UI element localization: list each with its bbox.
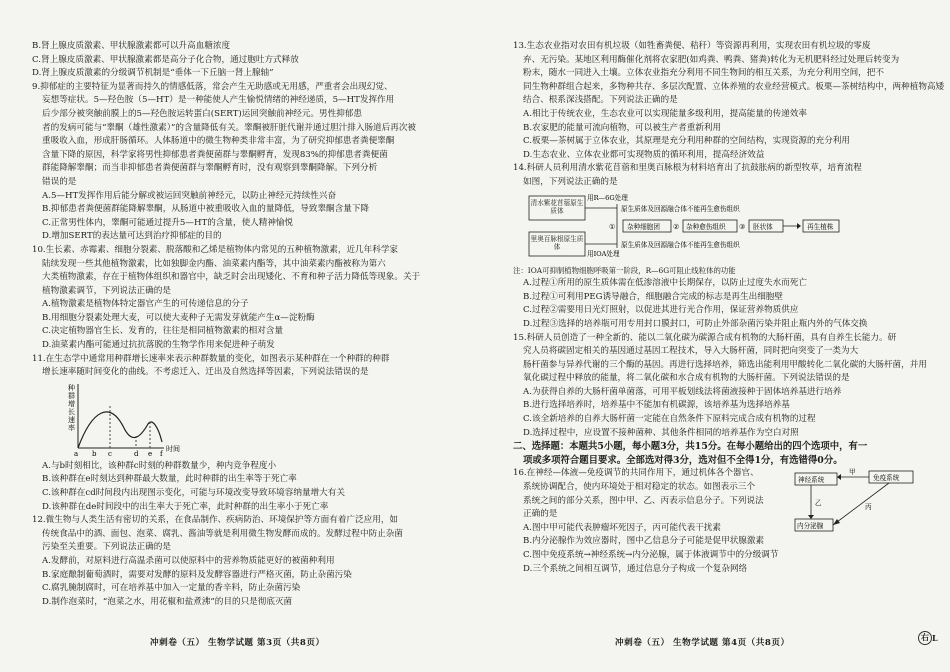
treatment-1-label: 用R—6G处理: [587, 193, 628, 202]
option-line: C.图中免疫系统→神经系统→内分泌腺，属于体液调节中的分级调节: [523, 550, 779, 560]
corner-circle-text: 右: [921, 632, 929, 642]
question-16-text: 16.在神经—体液—免疫调节的共同作用下，通过机体各个器官、: [513, 468, 759, 479]
section-2-heading-cont: 项或多项符合题目要求。全部选对得3分，选对但不全得1分，有选错得0分。: [523, 454, 843, 466]
arrow-head: [808, 515, 814, 519]
text-line: 氧化碳过程中释放的能量，将二氧化碳和水合成有机物的大肠杆菌。下列说法错误的是: [523, 373, 850, 384]
text-line: 传统食品中的酒、面包、泡菜、腐乳、酱油等就是利用微生物发酵而成的。发酵过程中防止杂菌: [42, 528, 403, 539]
option-line: A.过程①所用的原生质体需在低渗溶液中长期保存，以防止过度失水而死亡: [523, 278, 807, 289]
text-line: 污染至关重要。下列说法正确的是: [42, 542, 171, 553]
question-16-block: [513, 467, 925, 589]
option-line: C.该种群在cd时间段内出现图示变化，可能与环境改变导致环境容纳量增大有关: [42, 488, 345, 499]
neural-system-label: 神经系统: [798, 476, 825, 485]
option-line: D.该种群在de时间段中的出生率大于死亡率，此时种群的出生率小于死亡率: [42, 501, 329, 512]
arrow-head: [837, 474, 841, 480]
text-line: 肠杆菌参与异养代谢的三个酶的基因。再进行选择培养，筛选出能利用甲酸转化二氧化碳的大肠杆菌，并用: [523, 359, 927, 370]
question-12-text: 12.微生物与人类生活有密切的关系，在食品制作、疾病防治、环境保护等方面有着广泛应用，如: [32, 515, 399, 526]
plant-label: 再生植株: [807, 222, 834, 231]
text-line: 正确的是: [523, 509, 558, 520]
hybrid-cells-label: 杂种细胞团: [627, 222, 660, 231]
y-axis-label-char: 种: [68, 383, 75, 392]
corner-letter: L: [932, 633, 938, 643]
question-11-text: 11.在生态学中通常用种群增长速率来表示种群数量的变化，如图表示某种群在一个种群的种群: [32, 353, 390, 364]
left-column: [32, 40, 462, 609]
page-footer: 冲刺卷（五） 生物学试题 第4页（共8页）: [615, 638, 790, 648]
point-label: a: [74, 449, 79, 458]
note-2: 原生质体及回源融合体不能再生愈伤组织: [621, 240, 740, 249]
embryo-label: 胚状体: [753, 222, 773, 231]
option-line: D.增加SERT的表达量可达到治疗抑郁症的目的: [42, 231, 222, 242]
option-line: D.生态农业、立体农业都可实现物质的循环利用，提高经济效益: [523, 149, 765, 160]
step-3-label: ③: [739, 222, 746, 231]
step-2-label: ②: [673, 222, 680, 231]
option-line: A.图中甲可能代表肿瘤坏死因子，丙可能代表干扰素: [523, 522, 722, 533]
option-line: A.相比于传统农业，生态农业可以实现能量多级利用，提高能量的传递效率: [523, 108, 807, 119]
point-label: d: [134, 449, 139, 458]
text-line: 大类植物激素，存在于植物体组织和器官中，缺乏时会出现矮化、不育和种子活力降低等现象。关于: [42, 272, 421, 283]
three-system-diagram: [789, 467, 923, 537]
option-line: D.选择过程中，应设置不接种菌种、其他条件相同的培养基作为空白对照: [523, 427, 799, 438]
option-line: B.抑郁患者粪便菌群能降解睾酮，从肠道中被重吸收入血的量降低，导致睾酮含量下降: [42, 204, 370, 215]
text-line: 者的发病可能与“睾酮（雄性激素）”的含量降低有关。睾酮被肝脏代谢并通过胆汁排入肠道后再次被: [42, 122, 417, 133]
note-1: 原生质体及回源融合体不能再生愈伤组织: [621, 204, 740, 213]
point-label: c: [108, 449, 112, 458]
point-label: f: [160, 449, 163, 458]
text-line: 系统之间的部分关系，图中甲、乙、丙表示信息分子。下列说法: [523, 495, 764, 506]
right-column: [513, 40, 945, 589]
option-line: C.正常男性体内，睾酮可能通过提升5—HT的含量，使人精神愉悦: [42, 217, 294, 228]
text-line: 重吸收入血，形成肝肠循环。人体肠道中的微生物种类非常丰富，为了研究抑郁患者粪便睾酮: [42, 136, 395, 147]
text-line: 结合、根系深浅搭配。下列说法正确的是: [523, 95, 678, 106]
y-axis-label-char: 率: [68, 423, 75, 432]
option-line: B.该种群在e时刻达到种群最大数量，此时种群的出生率等于死亡率: [42, 474, 297, 485]
option-line: C.板栗—茶树属于立体农业，其原理是充分利用种群的空间结构，实现资源的充分利用: [523, 136, 850, 147]
text-line: 错误的是: [42, 176, 77, 187]
callus-label: 杂种愈伤组织: [686, 222, 726, 231]
text-line: 究人员将碳固定相关的基因通过基因工程技术，导入大肠杆菌，同时把向突变了一类为大: [523, 346, 859, 357]
option-line: B.家庭酿制葡萄酒时，需要对发酵的原料及发酵容器进行严格灭菌，防止杂菌污染: [42, 569, 352, 580]
option-line: A.与b时刻相比，该种群c时刻的种群数量少，种内竞争程度小: [42, 460, 277, 471]
option-line: B.用细胞分裂素处理大麦，可以使大麦种子无需发芽就能产生α—淀粉酶: [42, 312, 315, 323]
text-line: 增长速率随时间变化的曲线。不考虑迁入、迁出及自然选择等因素，下列说法错误的是: [42, 367, 369, 378]
option-line: A.植物激素是植物体特定器官产生的可传递信息的分子: [42, 299, 249, 310]
option-line: A.为获得自养的大肠杆菌单菌落，可用平板划线法将菌液接种于固体培养基进行培养: [523, 386, 842, 397]
question-16-text-area: [513, 467, 788, 576]
box-alfalfa-label: 清水紫花苜蓿原生质体: [530, 198, 584, 215]
question-14-text: 14.科研人员利用清水紫花苜蓿和里奥百脉根为材料培育出了抗鼓胀病的新型牧草，培育流程: [513, 163, 862, 174]
question-15-text: 15.科研人员创造了一种全新的、能以二氧化碳为碳源合成有机物的大肠杆菌，具有自养生长能力。研: [513, 332, 897, 343]
text-line: D.肾上腺皮质激素的分级调节机制是“垂体一下丘脑一肾上腺轴”: [32, 68, 274, 79]
option-line: C.腐乳腌制腐时，可在培养基中加入一定量的香辛料，防止杂菌污染: [42, 583, 301, 594]
arrow-head: [797, 223, 801, 229]
text-line: 植物激素调节，下列说法正确的是: [42, 285, 171, 296]
option-line: D.过程③选择的培养瓶可用专用封口膜封口，可防止外部杂菌污染并阻止瓶内外的气体交换: [523, 318, 868, 329]
step-1-label: ①: [609, 222, 616, 231]
point-label: e: [148, 449, 153, 458]
question-9-text: 9.抑郁症的主要特征为显著而持久的情感低落，常会产生无助感或无用感，严重者会出现幻觉、: [32, 81, 393, 92]
y-axis-label-char: 长: [68, 407, 75, 416]
page-footer: 冲刺卷（五） 生物学试题 第3页（共8页）: [150, 638, 325, 648]
arrow-head: [833, 519, 840, 525]
arrow-line: [833, 483, 889, 525]
text-line: B.肾上腺皮质激素、甲状腺激素都可以升高血糖浓度: [32, 41, 231, 51]
question-10-text: 10.生长素、赤霉素、细胞分裂素、脱落酸和乙烯是植物体内常见的五种植物激素，近几年科学家: [32, 244, 399, 255]
corner-mark: [918, 630, 936, 648]
text-line: 含量下降的原因，科学家将男性抑郁患者粪便菌群与睾酮孵育，发现83%的抑郁患者粪便菌: [42, 149, 388, 160]
text-line: C.肾上腺皮质激素、甲状腺激素都是高分子化合物，通过胞吐方式释放: [32, 54, 299, 65]
text-line: 陆续发现一些其他植物激素，比如独脚金内酯、油菜素内酯等，其中油菜素内酯被称为第六: [42, 258, 386, 269]
option-line: B.内分泌腺作为效应器时，图中乙信息分子可能是促甲状腺激素: [523, 536, 765, 547]
box-lotus-label: 里奥百脉根原生质体: [530, 234, 584, 251]
protoplast-fusion-flowchart: [513, 190, 925, 264]
text-line: 同生物种群组合起来，多物种共存、多层次配置、立体养殖的农业经营模式。板栗—茶树结构中，两种植物高矮: [523, 81, 945, 92]
figure-footnote: 注：IOA可抑制植物细胞呼吸第一阶段，R—6G可阻止线粒体的功能: [513, 265, 736, 275]
signal-bing: 丙: [865, 503, 872, 512]
y-axis-label-char: 增: [68, 399, 75, 408]
y-axis-label-char: 速: [68, 415, 75, 424]
option-line: D.制作泡菜时，“泡菜之水，用花椒和盐煮沸”的目的只是彻底灭菌: [42, 596, 293, 607]
option-line: B.过程①可利用PEG诱导融合，细胞融合完成的标志是再生出细胞壁: [523, 291, 783, 302]
option-line: A.发酵前，对原料进行高温杀菌可以使原料中的营养物质能更好的被菌种利用: [42, 556, 335, 566]
question-13-text: 13.生态农业指对农田有机垃圾（如牲畜粪便、秸秆）等资源再利用，实现农田有机垃圾的零废: [513, 41, 871, 51]
text-line: 弃、无污染。某地区利用酶催化剂将农家肥(如鸡粪、鸭粪、猪粪)转化为无机肥料经过处理后转变为: [523, 54, 900, 65]
option-line: C.决定植物器官生长、发育的，往往是相同植物激素的相对含量: [42, 326, 284, 337]
curve-line: [78, 412, 162, 448]
endocrine-gland-label: 内分泌腺: [797, 522, 824, 531]
text-line: 如图，下列说法正确的是: [523, 176, 618, 187]
option-line: A.5—HT发挥作用后能分解或被运回突触前神经元，以防止神经元持续性兴奋: [42, 190, 337, 201]
text-line: 系统协调配合，使内环境处于相对稳定的状态。如图表示三个: [523, 482, 756, 493]
x-axis-label: 时间: [166, 444, 180, 453]
right-page: [475, 0, 950, 672]
immune-system-label: 免疫系统: [873, 474, 900, 483]
y-axis-label-char: 群: [68, 391, 75, 400]
growth-rate-curve-figure: [32, 380, 192, 460]
text-line: 后少部分被突触前膜上的5—羟色胺运转蛋白(SERT)运回突触前神经元。男性抑郁患: [42, 108, 362, 119]
section-2-heading: 二、选择题：本题共5小题，每小题3分，共15分。在每小题给出的四个选项中，有一: [513, 441, 868, 453]
option-line: D.油菜素内酯可能通过抗抗落脱的生物学作用来促进种子萌发: [42, 340, 275, 351]
option-line: D.三个系统之间相互调节，通过信息分子构成一个复杂网络: [523, 563, 748, 574]
treatment-2-label: 用IOA处理: [587, 249, 620, 258]
option-line: C.该全新培养的自养大肠杆菌一定能在自然条件下原料完成合成有机物的过程: [523, 414, 816, 425]
y-axis-label: [68, 383, 75, 432]
signal-yi: 乙: [815, 499, 822, 508]
point-label: b: [92, 449, 97, 458]
option-line: C.过程②需要用日光灯照射，以促进其进行光合作用，保证营养物质供应: [523, 305, 799, 316]
text-line: 粉末，随水一同进入土壤。立体农业指充分利用不同生物间的相互关系，为充分利用空间，把不: [523, 68, 884, 79]
signal-jia: 甲: [849, 468, 856, 477]
text-line: 群能降解睾酮；而当非抑郁患者粪便菌群与睾酮孵育时，没有观察到睾酮降解。下列分析: [42, 163, 378, 174]
text-line: 妄想等症状。5—羟色胺（5—HT）是一种能使人产生愉悦情绪的神经递质，5—HT发挥作用: [42, 95, 395, 106]
option-line: B.进行选择培养时，培养基中不能加有机碳源，该培养基为选择培养基: [523, 400, 790, 411]
option-line: B.农家肥的能量可流向植物，可以被生产者重新利用: [523, 122, 722, 133]
